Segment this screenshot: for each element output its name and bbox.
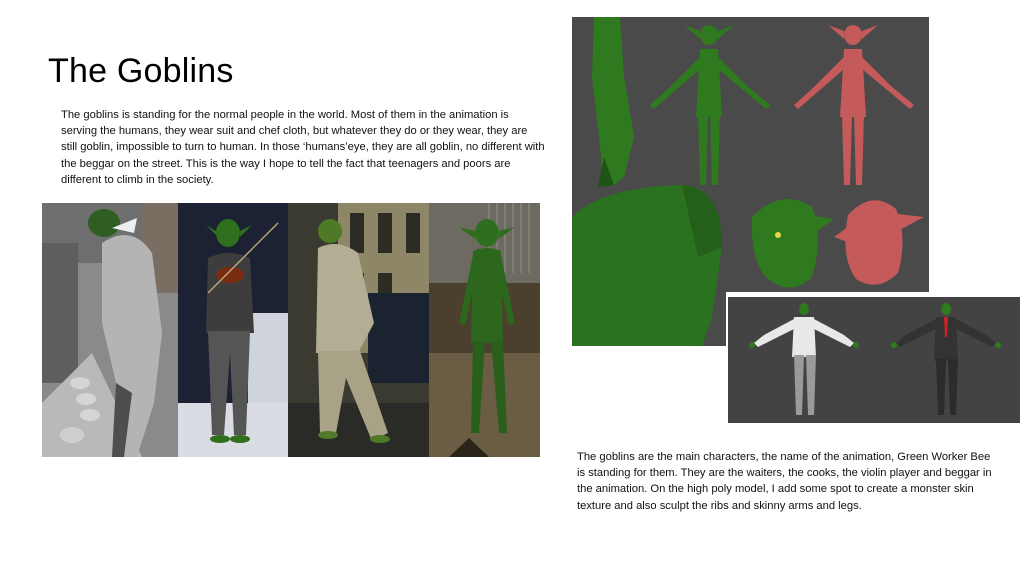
clothed-models	[728, 297, 1020, 423]
render-suit-goblin	[288, 203, 429, 457]
slide-title: The Goblins	[48, 52, 234, 90]
clothed-models-frame	[726, 292, 1022, 431]
intro-paragraph: The goblins is standing for the normal people in the world. Most of them in the animation is serving the humans, they wear suit and chef cloth, but whatever they do or they wear, they are still goblin, impossible to turn to human. In those ‘humans’eye, they are all goblin, no different with the beggar on the street. This is the way I hope to tell the fact that teenagers and poors are different to climb in the society.	[61, 109, 545, 186]
render-violin-goblin	[178, 203, 288, 457]
render-naked-goblin	[429, 203, 540, 457]
render-beggar-goblin	[42, 203, 178, 457]
render-strip	[42, 203, 540, 457]
detail-paragraph: The goblins are the main characters, the name of the animation, Green Worker Bee is standing for them. They are the waiters, the cooks, the violin player and beggar in the animation. On the high poly model, I add some spot to create a monster skin texture and also sculpt the ribs and skinny arms and legs.	[577, 451, 992, 512]
